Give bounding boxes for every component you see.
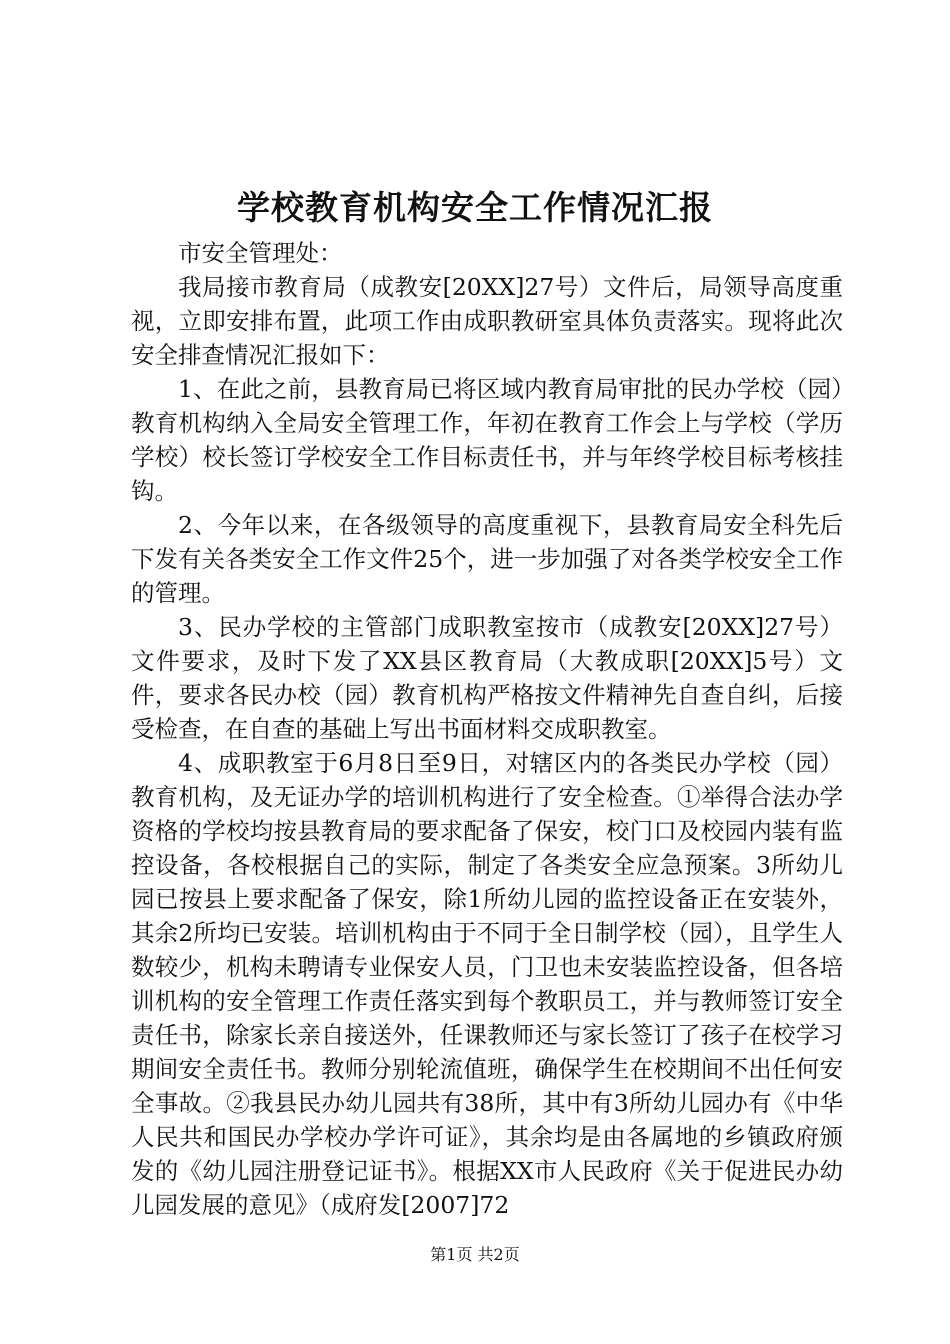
paragraph-item-3: 3、民办学校的主管部门成职教室按市（成教安[20XX]27号）文件要求，及时下发了XX县区教育局（大教成职[20XX]5号）文件，要求各民办校（园）教育机构严格按文件精神先自查自纠，后接受检查，在自查的基础上写出书面材料交成职教室。 xyxy=(131,613,843,743)
paragraph-item-4: 4、成职教室于6月8日至9日，对辖区内的各类民办学校（园）教育机构，及无证办学的培训机构进行了安全检查。①举得合法办学资格的学校均按县教育局的要求配备了保安，校门口及校园内装有监控设备，各校根据自己的实际，制定了各类安全应急预案。3所幼儿园已按县上要求配备了保安，除1所幼儿园的监控设备正在安装外，其余2所均已安装。培训机构由于不同于全日制学校（园），且学生人数较少，机构未聘请专业保安人员，门卫也未安装监控设备，但各培训机构的安全管理工作责任落实到每个教职员工，并与教师签订安全责任书，除家长亲自接送外，任课教师还与家长签订了孩子在校学习期间安全责任书。教师分别轮流值班，确保学生在校期间不出任何安全事故。②我县民办幼儿园共有38所，其中有3所幼儿园办有《中华人民共和国民办学校办学许可证》，其余均是由各属地的乡镇政府颁发的《幼儿园注册登记证书》。根据XX市人民政府《关于促进民办幼儿园发展的意见》（成府发[2007]72 xyxy=(131,749,843,1219)
paragraph-item-1: 1、在此之前，县教育局已将区域内教育局审批的民办学校（园）教育机构纳入全局安全管理工作，年初在教育工作会上与学校（学历学校）校长签订学校安全工作目标责任书，并与年终学校目标考核挂钩。 xyxy=(131,375,843,505)
page-footer: 第1页 共2页 xyxy=(430,1245,520,1264)
paragraph-intro: 我局接市教育局（成教安[20XX]27号）文件后，局领导高度重视，立即安排布置，此项工作由成职教研室具体负责落实。现将此次安全排查情况汇报如下： xyxy=(131,273,843,369)
document-title: 学校教育机构安全工作情况汇报 xyxy=(237,188,713,227)
paragraph-item-2: 2、今年以来，在各级领导的高度重视下，县教育局安全科先后下发有关各类安全工作文件25个，进一步加强了对各类学校安全工作的管理。 xyxy=(131,511,843,607)
salutation: 市安全管理处： xyxy=(178,239,343,267)
document-body xyxy=(131,236,843,1222)
